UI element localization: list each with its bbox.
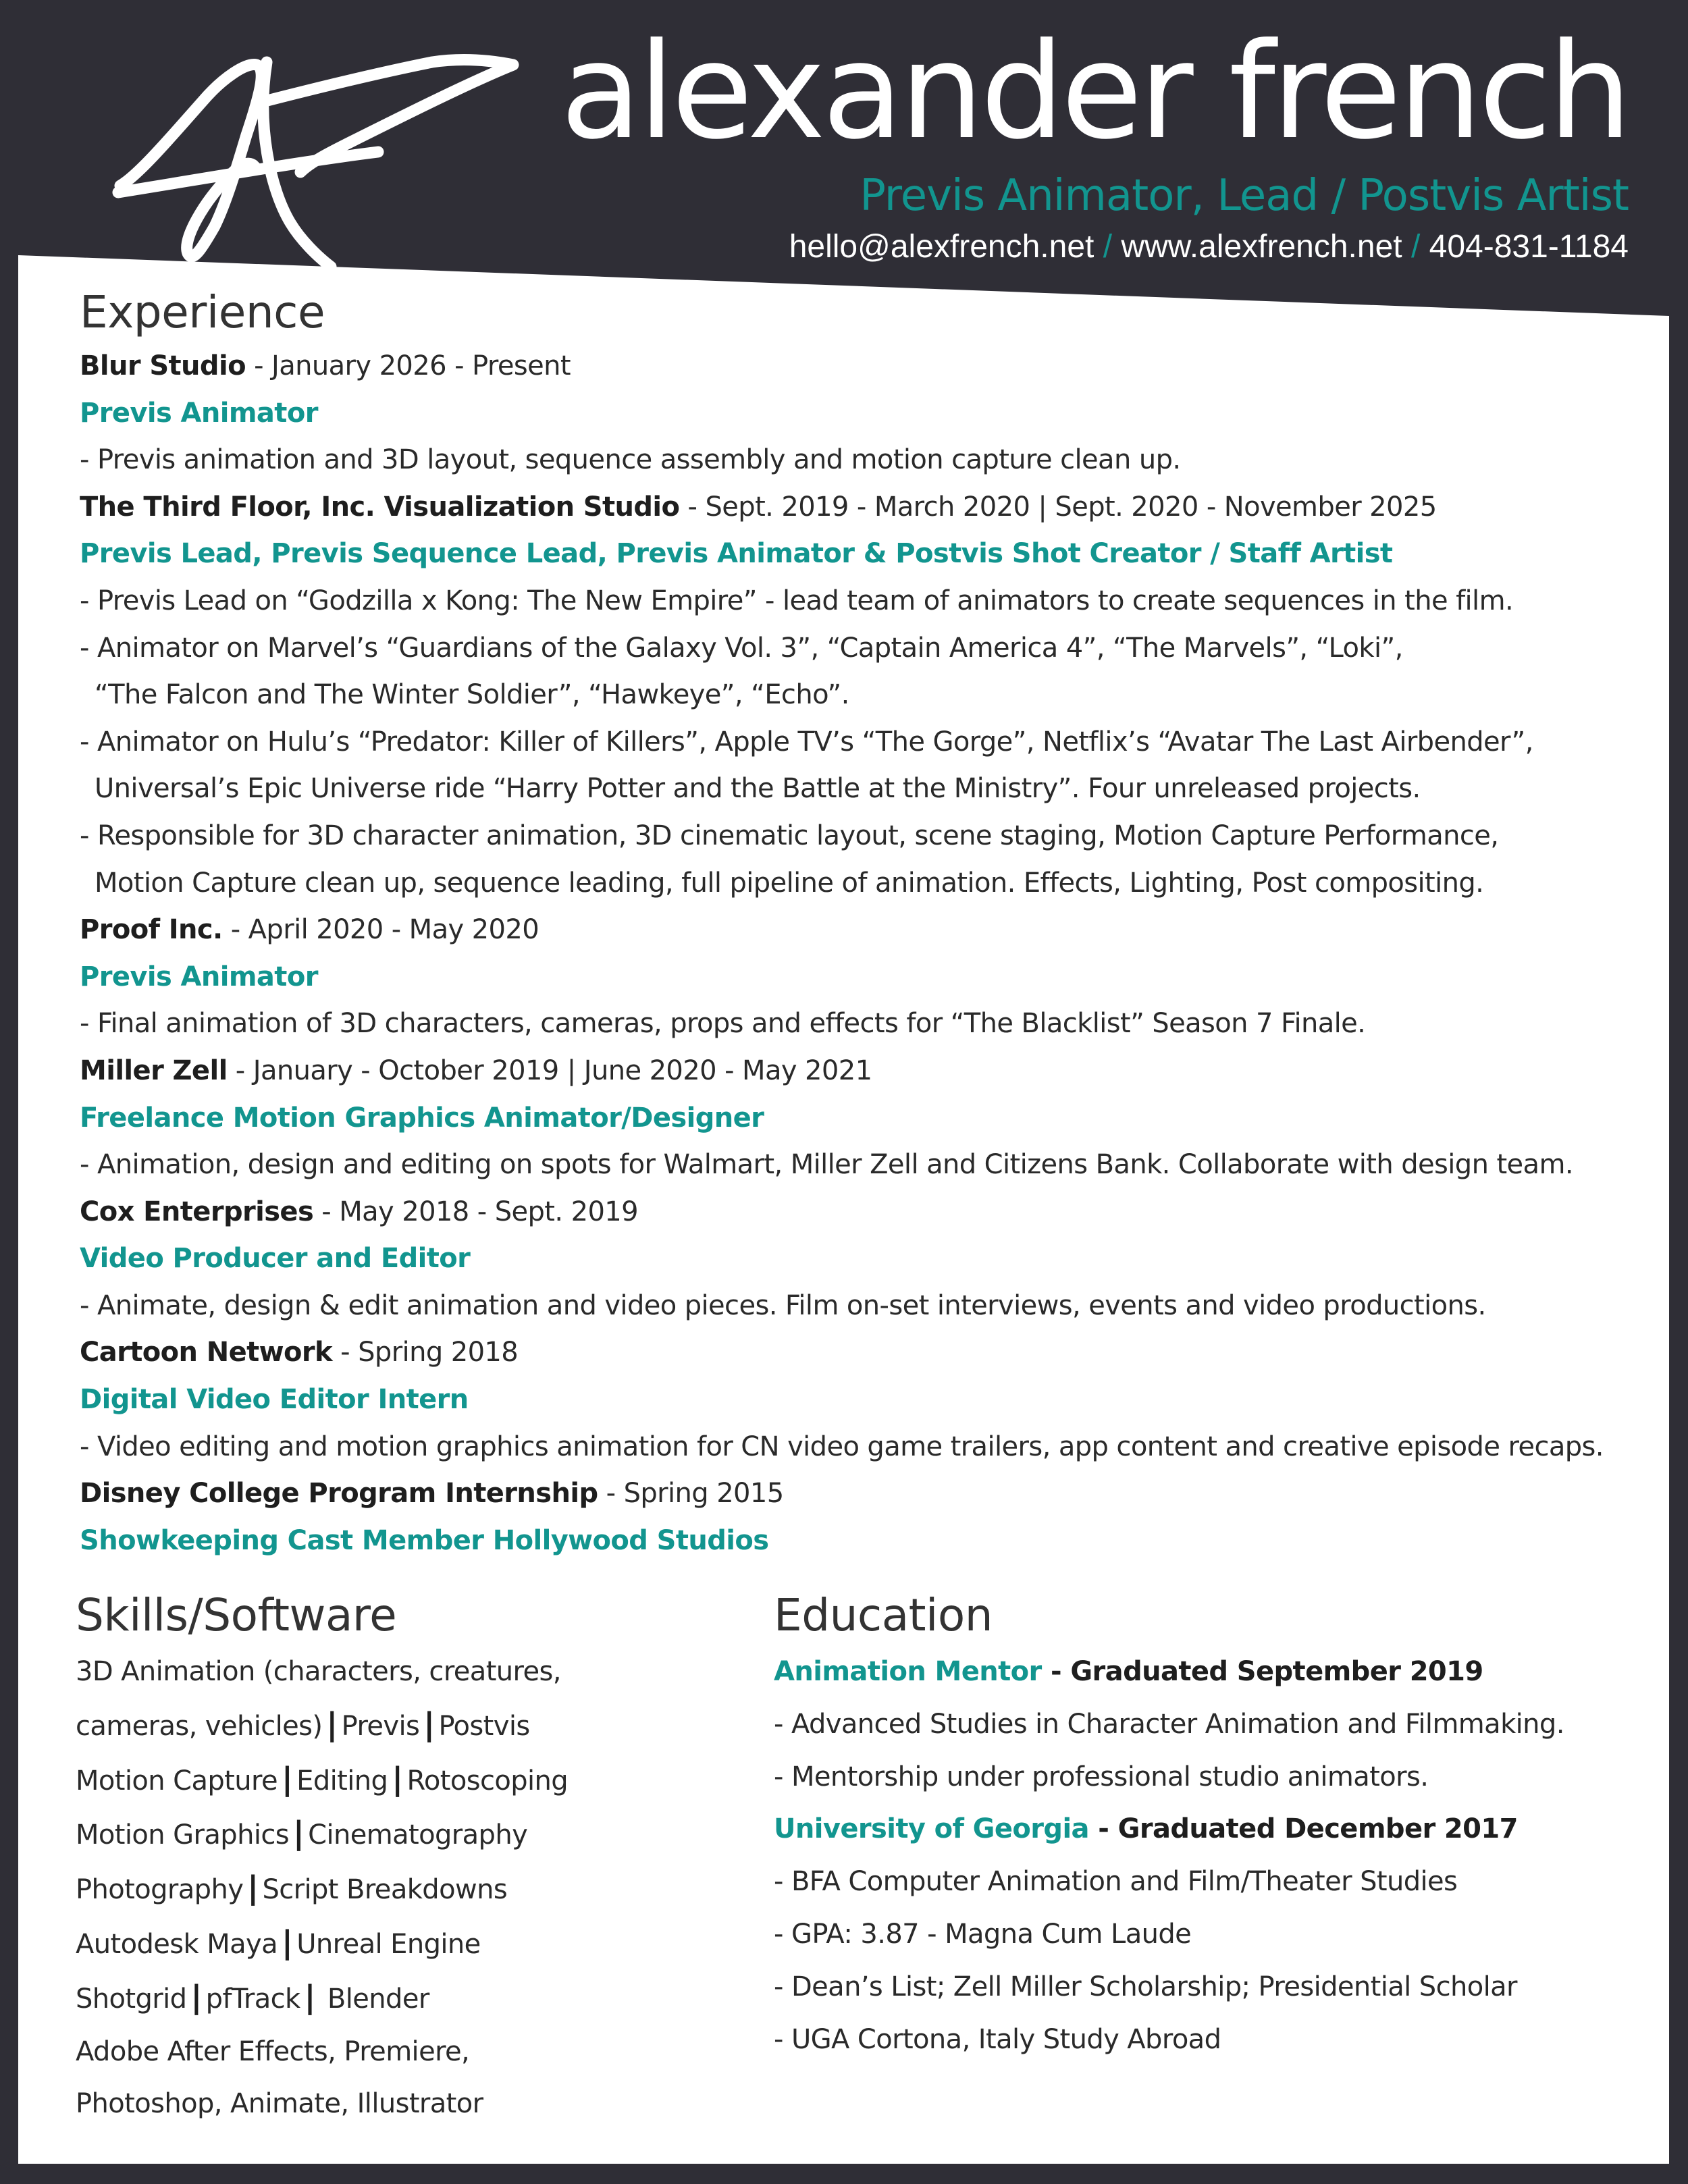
company-name: Blur Studio — [80, 350, 246, 381]
skill-item: Editing — [296, 1765, 388, 1796]
job-header — [80, 484, 1639, 531]
skill-item: Cinematography — [308, 1819, 528, 1851]
job-dates: - May 2018 - Sept. 2019 — [313, 1196, 639, 1227]
job-title: Previs Animator, Lead / Postvis Artist — [860, 171, 1629, 221]
job-dates: - Spring 2018 — [332, 1337, 519, 1368]
education-list — [774, 1646, 1652, 2066]
job-dates: - April 2020 - May 2020 — [222, 914, 539, 946]
job-description-line: Motion Capture clean up, sequence leading, full pipeline of animation. Effects, Lighting, Post compositing. — [95, 867, 1484, 899]
skill-item: Motion Graphics — [76, 1819, 289, 1851]
job-description-line: - Video editing and motion graphics animation for CN video game trailers, app content and creative episode recaps. — [80, 1431, 1604, 1462]
skill-item: Unreal Engine — [296, 1928, 481, 1960]
job-role: Freelance Motion Graphics Animator/Designer — [80, 1102, 764, 1134]
company-name: Proof Inc. — [80, 914, 223, 946]
skills-line — [76, 1971, 751, 2026]
skills-line — [76, 1699, 751, 1753]
job-header — [80, 1048, 1639, 1095]
skill-item: Photography — [76, 1874, 244, 1906]
skill-item: pfTrack — [205, 1983, 300, 2015]
skill-separator: | — [423, 1705, 435, 1742]
experience-section — [80, 282, 1639, 1564]
graduation-date: - Graduated September 2019 — [1041, 1656, 1483, 1687]
education-detail-line: - Advanced Studies in Character Animation and Filmmaking. — [774, 1708, 1564, 1740]
email-link[interactable]: hello@alexfrench.net — [789, 229, 1094, 265]
skill-item: Previs — [341, 1710, 420, 1742]
school-name: University of Georgia — [774, 1813, 1089, 1845]
skill-separator: | — [292, 1815, 305, 1852]
job-description-line: - Animator on Marvel’s “Guardians of the Galaxy Vol. 3”, “Captain America 4”, “The Marvels”, “Loki”, — [80, 632, 1403, 664]
af-monogram-signature — [118, 60, 513, 267]
job-description-line: - Previs animation and 3D layout, sequence assembly and motion capture clean up. — [80, 444, 1181, 476]
job-description-line: - Responsible for 3D character animation, 3D cinematic layout, scene staging, Motion Capture Performance, — [80, 820, 1499, 851]
job-header — [80, 1189, 1639, 1236]
skill-separator: | — [392, 1760, 403, 1797]
company-name: Cox Enterprises — [80, 1196, 314, 1227]
skills-list — [76, 1646, 751, 2131]
skill-item: Script Breakdowns — [262, 1874, 508, 1906]
experience-heading: Experience — [80, 286, 325, 338]
company-name: Disney College Program Internship — [80, 1478, 598, 1510]
job-dates: - Sept. 2019 - March 2020 | Sept. 2020 - November 2025 — [679, 491, 1437, 523]
job-description-line: - Animation, design and editing on spots for Walmart, Miller Zell and Citizens Bank. Collaborate with design team. — [80, 1149, 1573, 1181]
job-header — [80, 343, 1639, 390]
skill-item: Rotoscoping — [406, 1765, 569, 1796]
skill-item: cameras, vehicles) — [76, 1710, 323, 1742]
skills-section — [76, 1585, 751, 2131]
skills-line — [76, 1917, 751, 1971]
job-description-line: - Previs Lead on “Godzilla x Kong: The New Empire” - lead team of animators to create sequences in the film. — [80, 585, 1514, 616]
job-description-line: - Animate, design & edit animation and video pieces. Film on-set interviews, events and video productions. — [80, 1289, 1486, 1321]
job-dates: - January 2026 - Present — [245, 350, 571, 381]
skill-item: Shotgrid — [76, 1983, 187, 2015]
skills-line — [76, 1753, 751, 1808]
skill-separator: | — [326, 1705, 338, 1742]
company-name: Cartoon Network — [80, 1337, 333, 1368]
skill-separator: | — [282, 1923, 293, 1961]
skill-item: Motion Capture — [76, 1765, 278, 1796]
job-header — [80, 1329, 1639, 1377]
education-heading: Education — [774, 1589, 993, 1641]
website-link[interactable]: www.alexfrench.net — [1121, 229, 1402, 265]
job-role: Digital Video Editor Intern — [80, 1384, 469, 1416]
skill-separator: | — [304, 1978, 315, 2015]
contact-line — [560, 227, 1629, 267]
job-description-line: - Final animation of 3D characters, cameras, props and effects for “The Blacklist” Season 7 Finale. — [80, 1008, 1366, 1040]
school-header — [774, 1803, 1652, 1856]
skill-item: Blender — [319, 1983, 429, 2015]
job-description-line: “The Falcon and The Winter Soldier”, “Hawkeye”, “Echo”. — [95, 679, 849, 711]
education-section — [774, 1585, 1652, 2066]
education-detail-line: - UGA Cortona, Italy Study Abroad — [774, 2023, 1221, 2055]
job-list — [80, 343, 1639, 1564]
skill-item: Photoshop, Animate, Illustrator — [76, 2088, 483, 2120]
school-name: Animation Mentor — [774, 1656, 1042, 1687]
job-role: Previs Animator — [80, 961, 318, 992]
phone-number[interactable]: 404-831-1184 — [1429, 229, 1629, 265]
company-name: The Third Floor, Inc. Visualization Studio — [80, 491, 680, 523]
job-role: Showkeeping Cast Member Hollywood Studios — [80, 1524, 769, 1556]
skills-line — [76, 1646, 751, 1699]
job-dates: - January - October 2019 | June 2020 - May 2021 — [227, 1055, 872, 1086]
candidate-name: alexander french — [560, 15, 1629, 169]
job-role: Video Producer and Editor — [80, 1243, 471, 1275]
education-detail-line: - Mentorship under professional studio animators. — [774, 1761, 1429, 1792]
header — [560, 15, 1629, 267]
contact-separator: / — [1103, 229, 1113, 265]
contact-separator: / — [1410, 229, 1421, 265]
skills-line — [76, 1862, 751, 1917]
skills-heading: Skills/Software — [76, 1589, 397, 1641]
skill-item: 3D Animation (characters, creatures, — [76, 1656, 561, 1687]
job-dates: - Spring 2015 — [598, 1478, 784, 1510]
skill-item: Postvis — [438, 1710, 530, 1742]
skill-item: Adobe After Effects, Premiere, — [76, 2035, 470, 2067]
job-role: Previs Animator — [80, 397, 318, 429]
skill-separator: | — [190, 1978, 202, 2015]
company-name: Miller Zell — [80, 1055, 228, 1086]
education-detail-line: - BFA Computer Animation and Film/Theater Studies — [774, 1866, 1458, 1898]
skills-line — [76, 1807, 751, 1862]
graduation-date: - Graduated December 2017 — [1088, 1813, 1518, 1845]
skill-separator: | — [247, 1869, 259, 1907]
job-header — [80, 1470, 1639, 1518]
skill-separator: | — [281, 1760, 293, 1797]
school-header — [774, 1646, 1652, 1699]
skill-item: Autodesk Maya — [76, 1928, 278, 1960]
education-detail-line: - Dean’s List; Zell Miller Scholarship; Presidential Scholar — [774, 1971, 1517, 2002]
skills-line — [76, 2026, 751, 2079]
job-description-line: - Animator on Hulu’s “Predator: Killer of Killers”, Apple TV’s “The Gorge”, Netflix’s “Avatar The Last Airbender”, — [80, 726, 1533, 757]
skills-line — [76, 2078, 751, 2131]
job-description-line: Universal’s Epic Universe ride “Harry Potter and the Battle at the Ministry”. Four unreleased projects. — [95, 773, 1421, 805]
education-detail-line: - GPA: 3.87 - Magna Cum Laude — [774, 1918, 1192, 1950]
job-role: Previs Lead, Previs Sequence Lead, Previs Animator & Postvis Shot Creator / Staff Artist — [80, 538, 1393, 570]
job-header — [80, 907, 1639, 954]
